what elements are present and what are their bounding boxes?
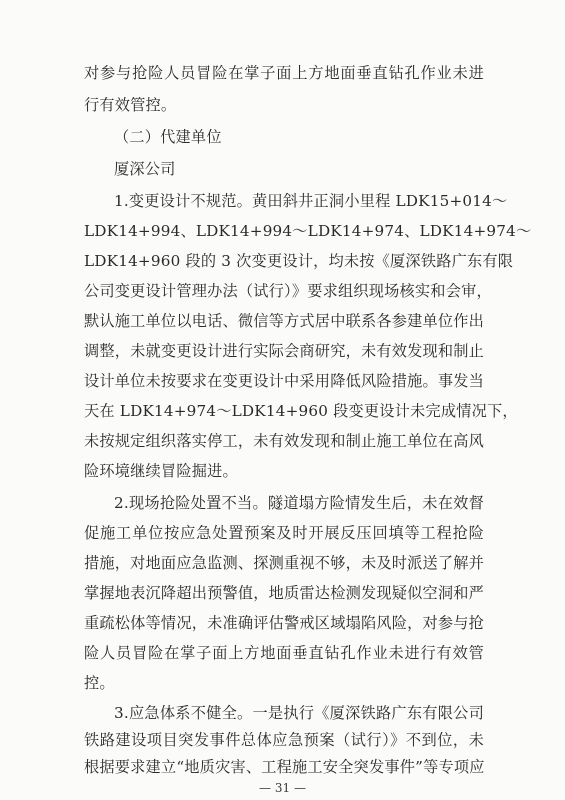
- subsection-heading: 厦深公司: [114, 160, 176, 178]
- body-line: 险人员冒险在掌子面上方地面垂直钻孔作业未进行有效管: [84, 644, 484, 662]
- body-line: 险环境继续冒险掘进。: [84, 462, 238, 480]
- body-line: 公司变更设计管理办法（试行）》要求组织现场核实和会审，: [84, 282, 492, 300]
- body-line: 2.现场抢险处置不当。隧道塌方险情发生后，未在效督: [114, 494, 484, 512]
- body-line: 措施，对地面应急监测、探测重视不够，未及时派送了解并: [84, 554, 485, 572]
- body-line: 对参与抢险人员冒险在掌子面上方地面垂直钻孔作业未进: [84, 64, 484, 82]
- section-heading: （二）代建单位: [114, 128, 222, 146]
- body-line: 3.应急体系不健全。一是执行《厦深铁路广东有限公司: [114, 704, 484, 722]
- body-line: 调整，未就变更设计进行实际会商研究，未有效发现和制止: [84, 342, 485, 360]
- body-line: 铁路建设项目突发事件总体应急预案（试行）》不到位，未: [84, 731, 484, 749]
- body-line: 控。: [84, 674, 115, 692]
- body-line: 未按规定组织落实停工，未有效发现和制止施工单位在高风: [84, 432, 485, 450]
- body-line: LDK14+994、LDK14+994～LDK14+974、LDK14+974～: [84, 222, 532, 240]
- body-line: 根据要求建立“地质灾害、工程施工安全突发事件”等专项应: [84, 758, 485, 776]
- body-line: LDK14+960 段的 3 次变更设计，均未按《厦深铁路广东有限: [84, 252, 514, 270]
- body-line: 1.变更设计不规范。黄田斜井正洞小里程 LDK15+014～: [114, 192, 508, 210]
- body-line: 掌握地表沉降超出预警值，地质雷达检测发现疑似空洞和严: [84, 584, 485, 602]
- body-line: 默认施工单位以电话、微信等方式居中联系各参建单位作出: [84, 312, 485, 330]
- page-number: — 31 —: [259, 781, 306, 795]
- body-line: 天在 LDK14+974～LDK14+960 段变更设计未完成情况下，: [84, 402, 518, 420]
- body-line: 促施工单位按应急处置预案及时开展反压回填等工程抢险: [84, 524, 484, 542]
- body-line: 设计单位未按要求在变更设计中采用降低风险措施。事发当: [84, 372, 485, 390]
- body-line: 行有效管控。: [84, 96, 177, 114]
- body-line: 重疏松体等情况，未准确评估警戒区域塌陷风险，对参与抢: [84, 614, 485, 632]
